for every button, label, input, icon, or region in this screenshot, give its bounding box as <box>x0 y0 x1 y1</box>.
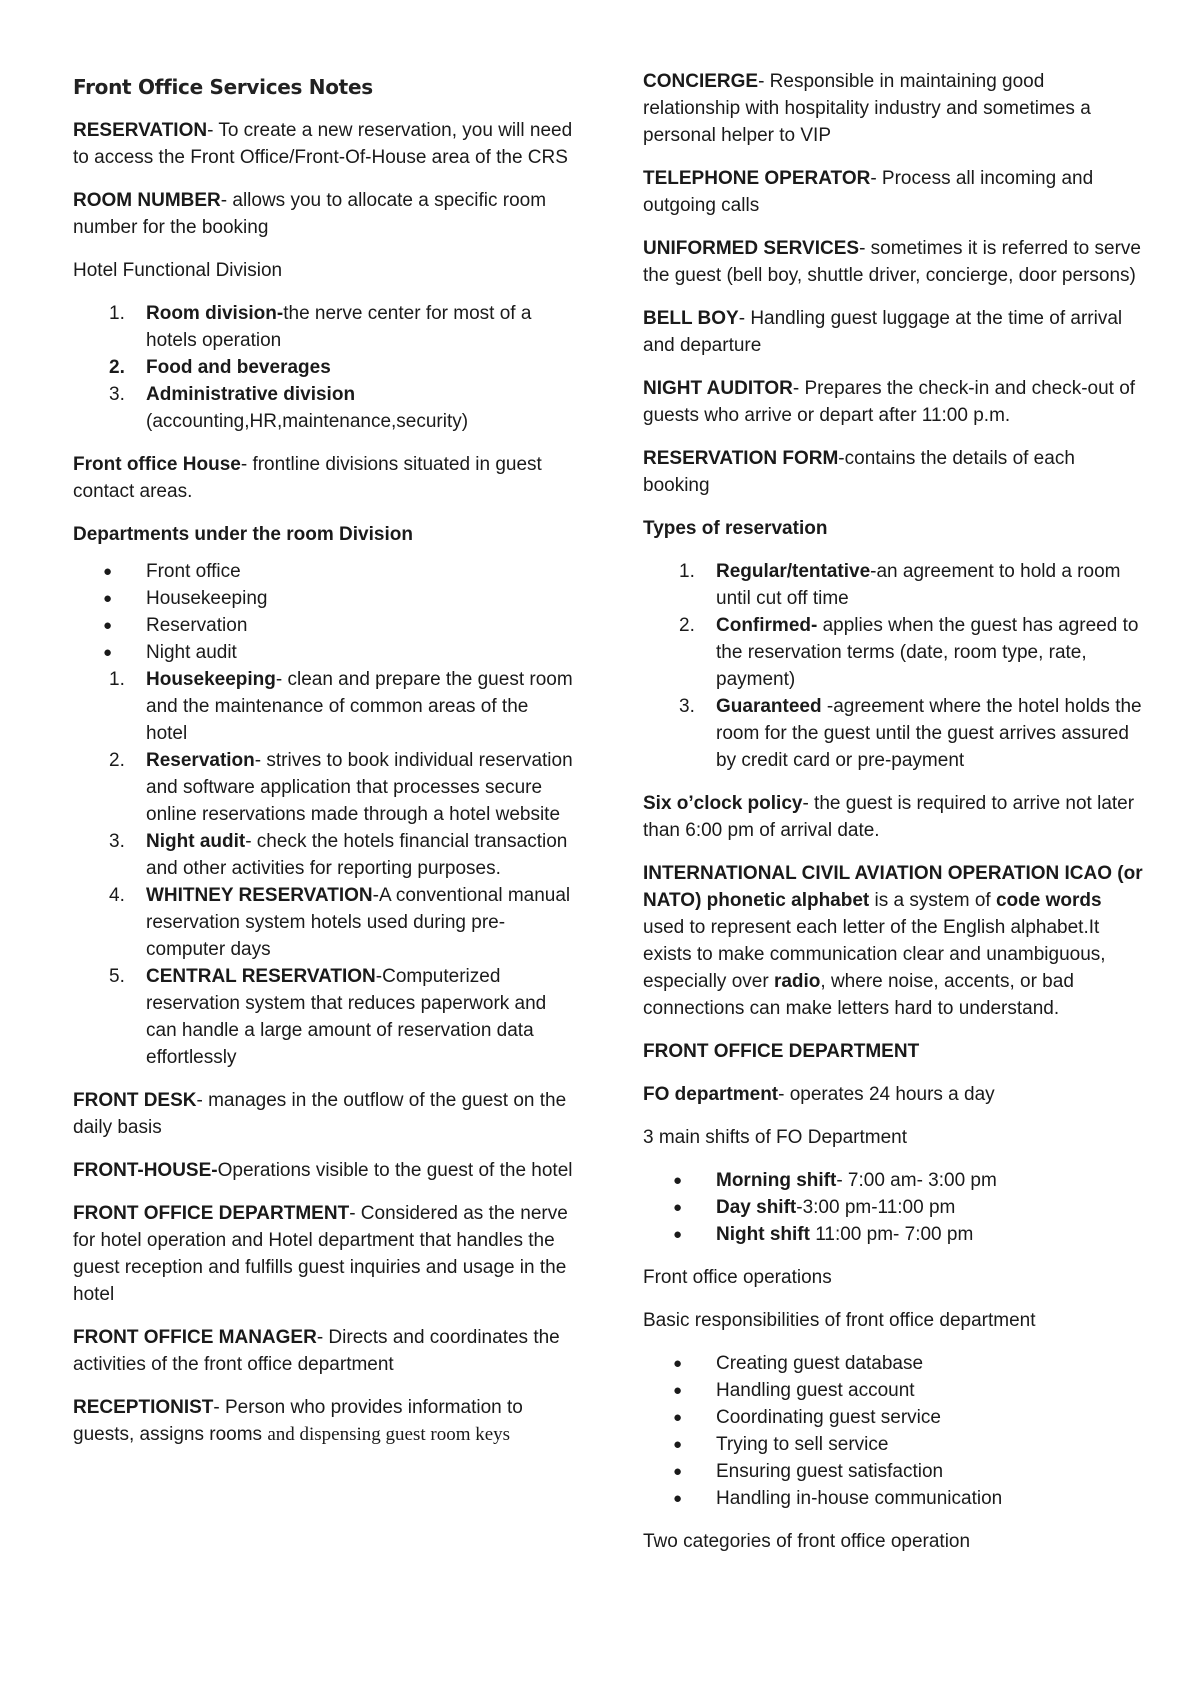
list-item: 2. Food and beverages <box>109 357 331 378</box>
telephone-operator-definition: TELEPHONE OPERATOR- Process all incoming and outgoing calls <box>643 168 1094 216</box>
departments-list <box>73 558 573 666</box>
list-item: 3. Administrative division (accounting,HR,maintenance,security) <box>109 384 469 432</box>
front-office-operations-heading: Front office operations <box>643 1267 832 1288</box>
list-item: ● Trying to sell service <box>643 1431 1143 1458</box>
concierge-definition: CONCIERGE- Responsible in maintaining good relationship with hospitality industry and sometimes a personal helper to VIP <box>643 71 1091 146</box>
shifts-intro: 3 main shifts of FO Department <box>643 1127 907 1148</box>
bullet-icon: ● <box>673 1172 683 1189</box>
list-item: 2. Confirmed- applies when the guest has agreed to the reservation terms (date, room type, rate, payment) <box>679 615 1139 690</box>
bullet-icon: ● <box>103 617 113 634</box>
list-item: 3. Guaranteed -agreement where the hotel holds the room for the guest until the guest arrives assured by credit card or pre-payment <box>679 696 1142 771</box>
six-oclock-policy-definition: Six o’clock policy- the guest is required to arrive not later than 6:00 pm of arrival date. <box>643 793 1135 841</box>
list-item: ● Ensuring guest satisfaction <box>643 1458 1143 1485</box>
list-item: ● Night shift 11:00 pm- 7:00 pm <box>643 1221 1143 1248</box>
list-item: 1. Regular/tentative-an agreement to hold a room until cut off time <box>679 561 1121 609</box>
bullet-icon: ● <box>673 1382 683 1399</box>
reservation-types-list <box>643 558 1143 774</box>
list-item: ● Housekeeping <box>73 585 573 612</box>
department-details-list <box>73 666 573 1071</box>
front-office-department-definition: FRONT OFFICE DEPARTMENT- Considered as the nerve for hotel operation and Hotel department that handles the guest reception and fulfills guest inquiries and usage in the hotel <box>73 1203 568 1305</box>
two-categories-heading: Two categories of front office operation <box>643 1531 971 1552</box>
receptionist-definition: RECEPTIONIST- Person who provides information to guests, assigns rooms and dispensing guest room keys <box>73 1397 523 1445</box>
list-item: 1. Housekeeping- clean and prepare the guest room and the maintenance of common areas of the hotel <box>109 669 573 744</box>
front-office-manager-definition: FRONT OFFICE MANAGER- Directs and coordinates the activities of the front office department <box>73 1327 560 1375</box>
fo-department-definition: FO department- operates 24 hours a day <box>643 1084 995 1105</box>
types-of-reservation-heading: Types of reservation <box>643 518 828 539</box>
list-item: ● Handling guest account <box>643 1377 1143 1404</box>
left-column <box>73 68 573 1464</box>
reservation-form-definition: RESERVATION FORM-contains the details of each booking <box>643 448 1075 496</box>
list-item: ● Morning shift- 7:00 am- 3:00 pm <box>643 1167 1143 1194</box>
hotel-functional-division-heading: Hotel Functional Division <box>73 260 283 281</box>
front-desk-definition: FRONT DESK- manages in the outflow of the guest on the daily basis <box>73 1090 567 1138</box>
reservation-definition: RESERVATION- To create a new reservation, you will need to access the Front Office/Front-Of-House area of the CRS <box>73 120 573 168</box>
bullet-icon: ● <box>673 1490 683 1507</box>
room-number-definition: ROOM NUMBER- allows you to allocate a specific room number for the booking <box>73 190 547 238</box>
bell-boy-definition: BELL BOY- Handling guest luggage at the time of arrival and departure <box>643 308 1123 356</box>
basic-responsibilities-heading: Basic responsibilities of front office department <box>643 1310 1036 1331</box>
list-item: ● Day shift-3:00 pm-11:00 pm <box>643 1194 1143 1221</box>
bullet-icon: ● <box>673 1226 683 1243</box>
list-item: ● Coordinating guest service <box>643 1404 1143 1431</box>
list-item: 3. Night audit- check the hotels financial transaction and other activities for reporting purposes. <box>109 831 568 879</box>
bullet-icon: ● <box>673 1463 683 1480</box>
bullet-icon: ● <box>103 644 113 661</box>
right-column <box>643 68 1143 1571</box>
bullet-icon: ● <box>673 1436 683 1453</box>
bullet-icon: ● <box>103 563 113 580</box>
list-item: 4. WHITNEY RESERVATION-A conventional manual reservation system hotels used during pre-computer days <box>109 885 571 960</box>
list-item: 5. CENTRAL RESERVATION-Computerized reservation system that reduces paperwork and can handle a large amount of reservation data effortlessly <box>109 966 547 1068</box>
list-item: ● Handling in-house communication <box>643 1485 1143 1512</box>
front-office-department-heading: FRONT OFFICE DEPARTMENT <box>643 1041 920 1062</box>
bullet-icon: ● <box>673 1199 683 1216</box>
uniformed-services-definition: UNIFORMED SERVICES- sometimes it is referred to serve the guest (bell boy, shuttle driver, concierge, door persons) <box>643 238 1141 286</box>
list-item: ● Reservation <box>73 612 573 639</box>
icao-definition: INTERNATIONAL CIVIL AVIATION OPERATION ICAO (or NATO) phonetic alphabet is a system of code words used to represent each letter of the English alphabet.It exists to make communication clear and unambiguous, especially over radio, where noise, accents, or bad connections can make letters hard to understand. <box>643 863 1143 1019</box>
responsibilities-list <box>643 1350 1143 1512</box>
bullet-icon: ● <box>103 590 113 607</box>
night-auditor-definition: NIGHT AUDITOR- Prepares the check-in and check-out of guests who arrive or depart after 11:00 p.m. <box>643 378 1136 426</box>
division-list <box>73 300 573 435</box>
list-item: ● Front office <box>73 558 573 585</box>
bullet-icon: ● <box>673 1409 683 1426</box>
list-item: 1. Room division-the nerve center for most of a hotels operation <box>109 303 532 351</box>
bullet-icon: ● <box>673 1355 683 1372</box>
list-item: ● Night audit <box>73 639 573 666</box>
departments-heading: Departments under the room Division <box>73 524 413 545</box>
front-office-house-definition: Front office House- frontline divisions situated in guest contact areas. <box>73 454 542 502</box>
front-house-definition: FRONT-HOUSE-Operations visible to the guest of the hotel <box>73 1160 573 1181</box>
list-item: 2. Reservation- strives to book individual reservation and software application that processes secure online reservations made through a hotel website <box>109 750 573 825</box>
list-item: ● Creating guest database <box>643 1350 1143 1377</box>
shifts-list <box>643 1167 1143 1248</box>
page-title: Front Office Services Notes <box>73 75 373 99</box>
